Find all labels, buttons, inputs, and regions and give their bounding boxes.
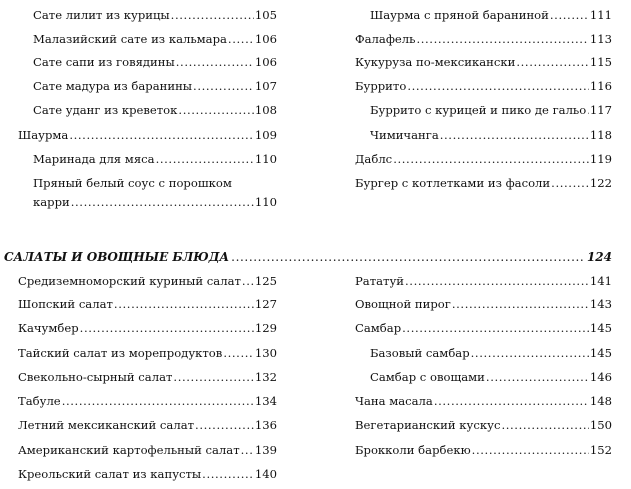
toc-entry-page: 145 xyxy=(589,346,612,360)
toc-entry-page: 113 xyxy=(589,32,612,46)
toc-entry-page: 108 xyxy=(254,103,277,117)
leader-dots xyxy=(434,394,589,409)
toc-entry[interactable] xyxy=(18,128,277,143)
toc-entry[interactable] xyxy=(355,79,612,94)
section-title: САЛАТЫ И ОВОЩНЫЕ БЛЮДА xyxy=(4,250,230,264)
toc-entry[interactable] xyxy=(355,394,612,409)
toc-entry[interactable] xyxy=(18,370,277,385)
toc-entry-title: Табуле xyxy=(18,394,61,408)
leader-dots xyxy=(156,152,254,167)
toc-entry[interactable] xyxy=(355,152,612,167)
leader-dots xyxy=(587,103,589,118)
toc-entry[interactable] xyxy=(18,297,277,312)
leader-dots xyxy=(486,370,589,385)
toc-entry[interactable] xyxy=(370,103,612,118)
toc-entry-title: Овощной пирог xyxy=(355,297,451,311)
toc-entry-page: 107 xyxy=(254,79,277,93)
toc-entry[interactable] xyxy=(18,274,277,289)
toc-entry-page: 146 xyxy=(589,370,612,384)
toc-entry-title: Самбар xyxy=(355,321,402,335)
toc-entry-page: 119 xyxy=(589,152,612,166)
toc-entry[interactable] xyxy=(355,321,612,336)
leader-dots xyxy=(193,79,254,94)
toc-entry[interactable] xyxy=(33,55,277,70)
toc-entry-title: Базовый самбар xyxy=(370,346,470,360)
toc-entry[interactable] xyxy=(355,443,612,458)
toc-entry[interactable] xyxy=(355,176,612,191)
toc-entry-page: 115 xyxy=(589,55,612,69)
toc-entry-page: 145 xyxy=(589,321,612,335)
leader-dots xyxy=(405,274,589,289)
toc-entry[interactable] xyxy=(370,346,612,361)
toc-entry[interactable] xyxy=(370,370,612,385)
toc-entry-page: 122 xyxy=(589,176,612,190)
toc-entry-page: 130 xyxy=(254,346,277,360)
toc-entry-title: Кукуруза по-мексикански xyxy=(355,55,516,69)
leader-dots xyxy=(242,274,254,289)
toc-entry-title: Вегетарианский кускус xyxy=(355,418,501,432)
toc-entry[interactable] xyxy=(18,418,277,433)
leader-dots xyxy=(173,370,253,385)
leader-dots xyxy=(550,8,589,23)
toc-entry-title: Малазийский сате из кальмара xyxy=(33,32,227,46)
toc-entry-title: Чана масала xyxy=(355,394,433,408)
leader-dots xyxy=(501,418,588,433)
toc-entry-page: 129 xyxy=(254,321,277,335)
toc-entry-page: 125 xyxy=(254,274,277,288)
leader-dots xyxy=(241,443,254,458)
toc-entry-title: Чимичанга xyxy=(370,128,439,142)
leader-dots xyxy=(69,128,254,143)
toc-entry[interactable] xyxy=(18,321,277,336)
toc-entry[interactable] xyxy=(18,346,277,361)
toc-entry[interactable] xyxy=(33,79,277,94)
toc-entry[interactable] xyxy=(355,55,612,70)
leader-dots xyxy=(202,467,254,482)
leader-dots xyxy=(114,297,254,312)
toc-entry-page: 150 xyxy=(589,418,612,432)
toc-entry-title: Средиземноморский куриный салат xyxy=(18,274,241,288)
leader-dots xyxy=(228,32,254,47)
toc-entry-page: 106 xyxy=(254,55,277,69)
toc-entry-title: Тайский салат из морепродуктов xyxy=(18,346,223,360)
toc-entry-page: 134 xyxy=(254,394,277,408)
leader-dots xyxy=(440,128,589,143)
toc-entry[interactable] xyxy=(18,467,277,482)
toc-entry[interactable] xyxy=(355,297,612,312)
toc-entry-page: 127 xyxy=(254,297,277,311)
leader-dots xyxy=(195,418,254,433)
toc-entry[interactable] xyxy=(33,152,277,167)
toc-entry-title: Сате лилит из курицы xyxy=(33,8,170,22)
toc-entry-page: 148 xyxy=(589,394,612,408)
toc-entry-title: Сате мадура из баранины xyxy=(33,79,193,93)
toc-entry-page: 136 xyxy=(254,418,277,432)
toc-entry-title: Буррито xyxy=(355,79,407,93)
leader-dots xyxy=(176,55,254,70)
toc-entry-page: 105 xyxy=(254,8,277,22)
toc-entry-page: 109 xyxy=(254,128,277,142)
toc-entry[interactable] xyxy=(355,274,612,289)
toc-entry-title: Самбар с овощами xyxy=(370,370,485,384)
toc-entry-page: 143 xyxy=(589,297,612,311)
toc-entry-title: Креольский салат из капусты xyxy=(18,467,202,481)
leader-dots xyxy=(223,346,254,361)
leader-dots xyxy=(471,346,589,361)
leader-dots xyxy=(407,79,589,94)
toc-entry-title: Американский картофельный салат xyxy=(18,443,240,457)
leader-dots xyxy=(171,8,254,23)
toc-entry[interactable] xyxy=(33,103,277,118)
toc-entry-title: Сате уданг из креветок xyxy=(33,103,178,117)
leader-dots xyxy=(71,195,254,210)
section-heading[interactable] xyxy=(4,249,612,265)
toc-entry[interactable] xyxy=(370,128,612,143)
toc-entry-title: Свекольно-сырный салат xyxy=(18,370,173,384)
toc-entry-title-line2: карри xyxy=(33,195,70,209)
leader-dots xyxy=(472,443,589,458)
toc-entry-title-line1: Пряный белый соус с порошком xyxy=(33,176,232,190)
leader-dots xyxy=(393,152,589,167)
toc-entry-page: 152 xyxy=(589,443,612,457)
leader-dots xyxy=(62,394,254,409)
toc-entry-title: Рататуй xyxy=(355,274,405,288)
toc-entry-page: 110 xyxy=(254,195,277,209)
leader-dots xyxy=(80,321,254,336)
toc-entry-page: 140 xyxy=(254,467,277,481)
section-page: 124 xyxy=(586,250,612,264)
toc-entry-title: Шопский салат xyxy=(18,297,113,311)
toc-entry-page: 110 xyxy=(254,152,277,166)
toc-entry-page: 139 xyxy=(254,443,277,457)
toc-entry-title: Качумбер xyxy=(18,321,79,335)
toc-entry-title: Бургер с котлетками из фасоли xyxy=(355,176,551,190)
leader-dots xyxy=(402,321,589,336)
toc-entry-page: 141 xyxy=(589,274,612,288)
toc-entry-page: 118 xyxy=(589,128,612,142)
toc-entry[interactable] xyxy=(18,443,277,458)
toc-entry-title: Фалафель xyxy=(355,32,416,46)
toc-entry-title: Шаурма с пряной бараниной xyxy=(370,8,549,22)
toc-entry[interactable] xyxy=(355,418,612,433)
toc-entry-title: Буррито с курицей и пико де гальо xyxy=(370,103,587,117)
leader-dots xyxy=(551,176,589,191)
toc-entry-page: 117 xyxy=(589,103,612,117)
toc-entry[interactable] xyxy=(370,8,612,23)
leader-dots xyxy=(516,55,589,70)
toc-entry-page: 116 xyxy=(589,79,612,93)
toc-entry-title: Шаурма xyxy=(18,128,69,142)
toc-entry-page: 111 xyxy=(589,8,612,22)
toc-entry[interactable] xyxy=(18,394,277,409)
toc-entry-page: 106 xyxy=(254,32,277,46)
toc-entry-title: Летний мексиканский салат xyxy=(18,418,195,432)
toc-entry-title: Брокколи барбекю xyxy=(355,443,471,457)
leader-dots xyxy=(178,103,253,118)
toc-entry[interactable] xyxy=(33,8,277,23)
leader-dots xyxy=(416,32,588,47)
toc-entry-page: 132 xyxy=(254,370,277,384)
toc-entry-title: Сате сапи из говядины xyxy=(33,55,175,69)
toc-entry[interactable] xyxy=(33,176,277,210)
toc-entry-title: Даблс xyxy=(355,152,393,166)
toc-entry[interactable] xyxy=(33,32,277,47)
leader-dots xyxy=(231,249,585,265)
toc-entry[interactable] xyxy=(355,32,612,47)
toc-entry-title: Маринада для мяса xyxy=(33,152,155,166)
leader-dots xyxy=(452,297,589,312)
